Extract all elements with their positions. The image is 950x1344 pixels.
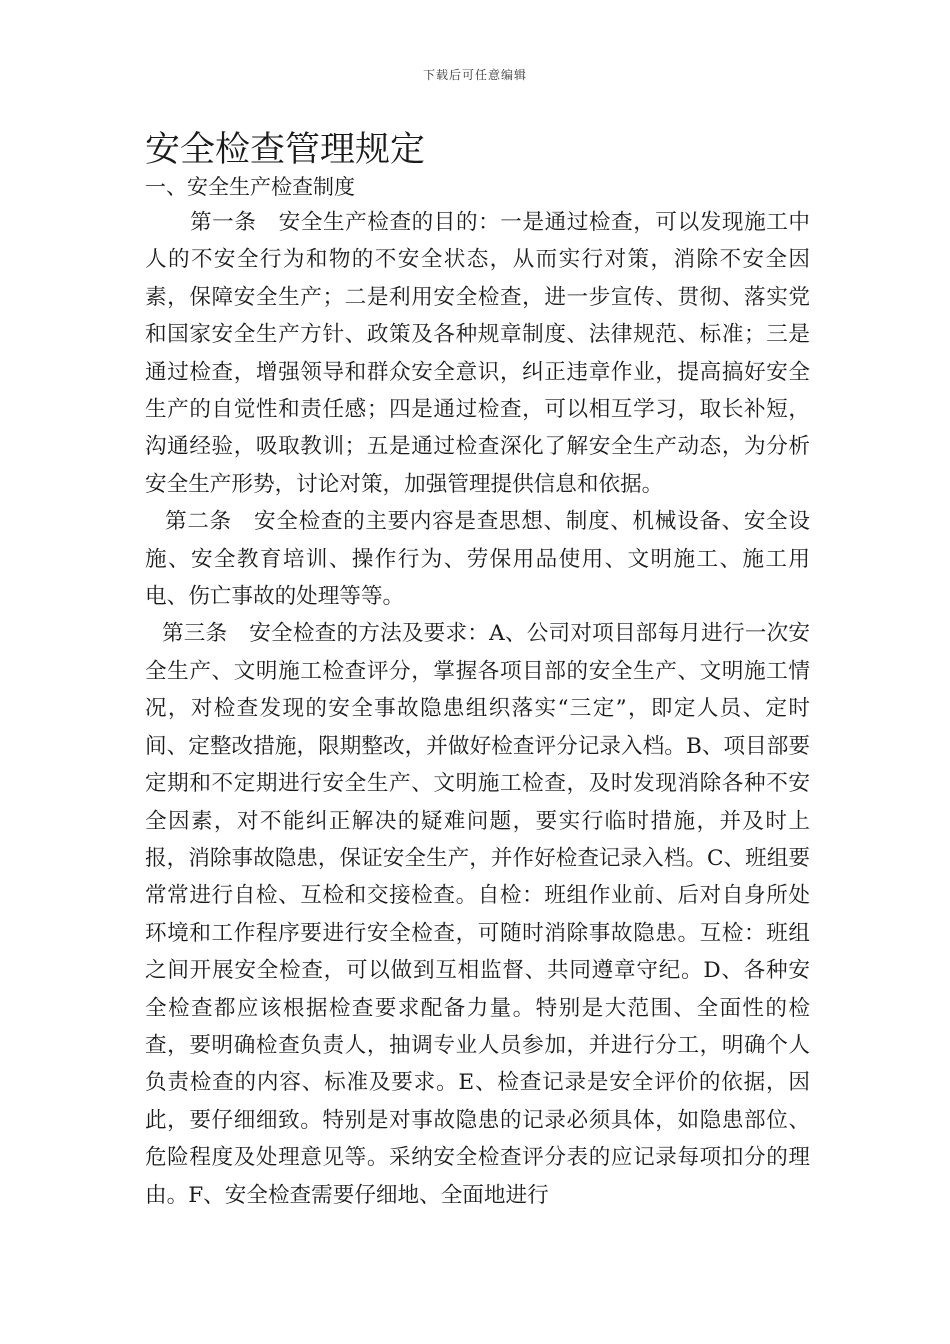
article-paragraph-2: 第二条 安全检查的主要内容是查思想、制度、机械设备、安全设施、安全教育培训、操作行为、劳保用品使用、文明施工、施工用电、伤亡事故的处理等等。 [145,509,810,610]
document-body [145,128,810,1214]
document-title: 安全检查管理规定 [145,130,426,170]
page-header-note: 下载后可任意编辑 [422,68,527,82]
article-paragraph-3: 第三条 安全检查的方法及要求：A、公司对项目部每月进行一次安全生产、文明施工检查评分，掌握各项目部的安全生产、文明施工情况，对检查发现的安全事故隐患组织落实“三定”，即定人员、定时间、定整改措施，限期整改，并做好检查评分记录入档。B、项目部要定期和不定期进行安全生产、文明施工检查，及时发现消除各种不安全因素，对不能纠正解决的疑难问题，要实行临时措施，并及时上报，消除事故隐患，保证安全生产，并作好检查记录入档。C、班组要常常进行自检、互检和交接检查。自检：班组作业前、后对自身所处环境和工作程序要进行安全检查，可随时消除事故隐患。互检：班组之间开展安全检查，可以做到互相监督、共同遵章守纪。D、各种安全检查都应该根据检查要求配备力量。特别是大范围、全面性的检查，要明确检查负责人，抽调专业人员参加，并进行分工，明确个人负责检查的内容、标准及要求。E、检查记录是安全评价的依据，因此，要仔细细致。特别是对事故隐患的记录必须具体，如隐患部位、危险程度及处理意见等。采纳安全检查评分表的应记录每项扣分的理由。F、安全检查需要仔细地、全面地进行 [145,621,810,1208]
article-paragraph-1: 第一条 安全生产检查的目的：一是通过检查，可以发现施工中人的不安全行为和物的不安全状态，从而实行对策，消除不安全因素，保障安全生产；二是利用安全检查，进一步宣传、贯彻、落实党和国家安全生产方针、政策及各种规章制度、法律规范、标准；三是通过检查，增强领导和群众安全意识，纠正违章作业，提高搞好安全生产的自觉性和责任感；四是通过检查，可以相互学习，取长补短，沟通经验，吸取教训；五是通过检查深化了解安全生产动态，为分析安全生产形势，讨论对策，加强管理提供信息和依据。 [145,210,810,497]
section-heading: 一、安全生产检查制度 [145,175,355,199]
